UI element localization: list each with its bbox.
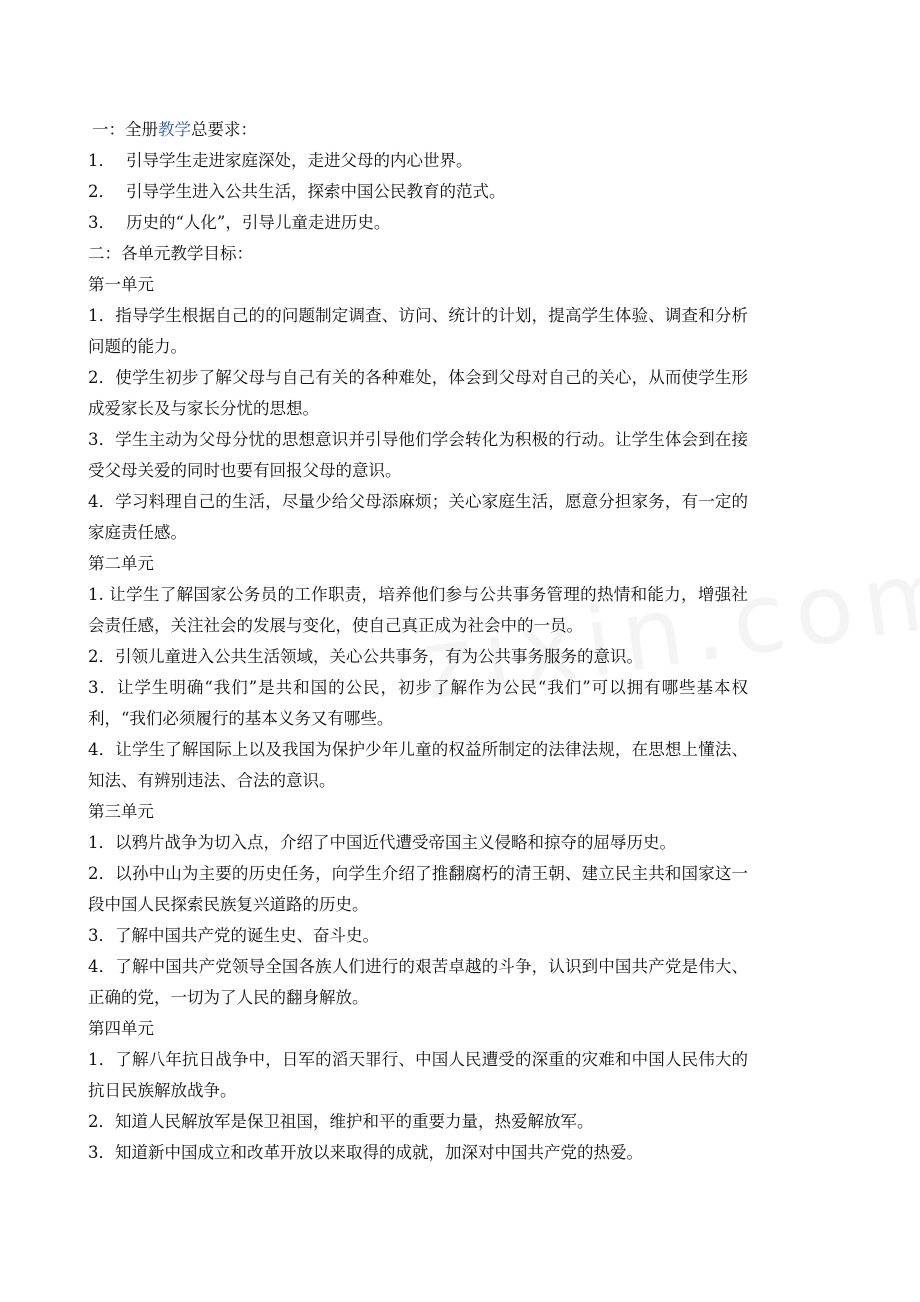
unit-item: 2．使学生初步了解父母与自己有关的各种难处，体会到父母对自己的关心，从而使学生形成爱家长及与家长分忧的思想。 bbox=[88, 368, 748, 418]
unit-item: 4．了解中国共产党领导全国各族人们进行的艰苦卓越的斗争，认识到中国共产党是伟大、正确的党，一切为了人民的翻身解放。 bbox=[88, 957, 748, 1007]
unit-item: 3．知道新中国成立和改革开放以来取得的成就，加深对中国共产党的热爱。 bbox=[88, 1143, 643, 1162]
item-number: 2． bbox=[88, 182, 115, 201]
heading-link-teaching[interactable]: 教学 bbox=[158, 120, 191, 139]
section-heading-units: 二：各单元教学目标： bbox=[88, 244, 253, 263]
item-number: 3． bbox=[88, 213, 115, 232]
unit-item: 2．以孙中山为主要的历史任务，向学生介绍了推翻腐朽的清王朝、建立民主共和国家这一段中国人民探索民族复兴道路的历史。 bbox=[88, 864, 748, 914]
item-text: 引导学生进入公共生活，探索中国公民教育的范式。 bbox=[126, 182, 506, 201]
item-text: 历史的“人化”，引导儿童走进历史。 bbox=[126, 213, 391, 232]
general-goal-item bbox=[88, 145, 748, 176]
unit-item: 1．以鸦片战争为切入点，介绍了中国近代遭受帝国主义侵略和掠夺的屈辱历史。 bbox=[88, 833, 676, 852]
unit-item: 2．知道人民解放军是保卫祖国，维护和平的重要力量，热爱解放军。 bbox=[88, 1112, 594, 1131]
item-text: 引导学生走进家庭深处，走进父母的内心世界。 bbox=[126, 151, 473, 170]
unit-item: 1．了解八年抗日战争中，日军的滔天罪行、中国人民遭受的深重的灾难和中国人民伟大的抗日民族解放战争。 bbox=[88, 1050, 748, 1100]
general-goal-item bbox=[88, 207, 748, 238]
document-body bbox=[88, 114, 748, 1168]
unit-item: 4．让学生了解国际上以及我国为保护少年儿童的权益所制定的法律法规，在思想上懂法、知法、有辨别违法、合法的意识。 bbox=[88, 740, 748, 790]
section-heading-general bbox=[88, 114, 748, 145]
heading-prefix: 一：全册 bbox=[92, 120, 158, 139]
unit-title: 第三单元 bbox=[88, 802, 154, 821]
unit-item: 3．让学生明确“我们”是共和国的公民，初步了解作为公民“我们”可以拥有哪些基本权利，“我们必须履行的基本义务又有哪些。 bbox=[88, 678, 748, 728]
heading-suffix: 总要求： bbox=[191, 120, 257, 139]
unit-item: 1．指导学生根据自己的的问题制定调查、访问、统计的计划，提高学生体验、调查和分析问题的能力。 bbox=[88, 306, 748, 356]
unit-item: 3．学生主动为父母分忧的思想意识并引导他们学会转化为积极的行动。让学生体会到在接受父母关爱的同时也要有回报父母的意识。 bbox=[88, 430, 748, 480]
unit-item: 3．了解中国共产党的诞生史、奋斗史。 bbox=[88, 926, 379, 945]
unit-title: 第二单元 bbox=[88, 554, 154, 573]
unit-title: 第一单元 bbox=[88, 275, 154, 294]
unit-item: 1. 让学生了解国家公务员的工作职责，培养他们参与公共事务管理的热情和能力，增强社会责任感，关注社会的发展与变化，使自己真正成为社会中的一员。 bbox=[88, 585, 748, 635]
unit-title: 第四单元 bbox=[88, 1019, 154, 1038]
item-number: 1． bbox=[88, 151, 115, 170]
general-goal-item bbox=[88, 176, 748, 207]
unit-item: 2．引领儿童进入公共生活领域，关心公共事务，有为公共事务服务的意识。 bbox=[88, 647, 643, 666]
unit-item: 4．学习料理自己的生活，尽量少给父母添麻烦；关心家庭生活，愿意分担家务，有一定的家庭责任感。 bbox=[88, 492, 748, 542]
